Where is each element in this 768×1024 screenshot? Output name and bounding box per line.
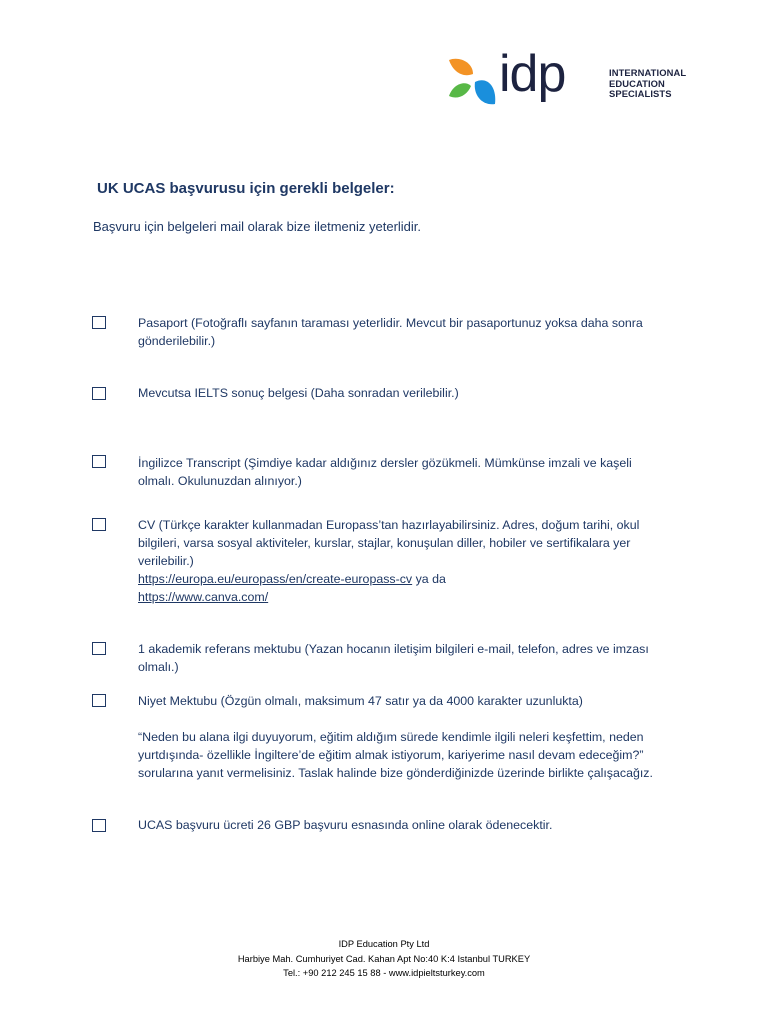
footer-contact: Tel.: +90 212 245 15 88 - www.idpieltsturkey.com xyxy=(283,968,485,978)
item-text xyxy=(138,640,678,676)
text-line: gönderilebilir.) xyxy=(138,334,216,348)
text-line: verilebilir.) xyxy=(138,554,194,568)
text-line: Mevcutsa IELTS sonuç belgesi (Daha sonradan verilebilir.) xyxy=(138,386,459,400)
item-text xyxy=(138,384,678,402)
checkbox[interactable] xyxy=(92,819,106,832)
tagline-line: SPECIALISTS xyxy=(609,88,672,99)
checkbox[interactable] xyxy=(92,642,106,655)
link-line xyxy=(138,588,678,606)
text-line: olmalı.) xyxy=(138,660,179,674)
text-line: olmalı. Okulunuzdan alınıyor.) xyxy=(138,474,302,488)
text-line: 1 akademik referans mektubu (Yazan hocanın iletişim bilgileri e-mail, telefon, adres ve imzası xyxy=(138,642,649,656)
checkbox[interactable] xyxy=(92,518,106,531)
item-text xyxy=(138,314,678,350)
text-line: “Neden bu alana ilgi duyuyorum, eğitim aldığım sürede kendimle ilgili neleri keşfettim, neden xyxy=(138,730,644,744)
checkbox[interactable] xyxy=(92,387,106,400)
link-joiner: ya da xyxy=(412,572,446,586)
text-line: sorularına yanıt vermelisiniz. Taslak halinde bize gönderdiğinizde üzerinde birlikte çalışacağız. xyxy=(138,766,653,780)
logo-wordmark: idp xyxy=(499,45,566,103)
text-line: CV (Türkçe karakter kullanmadan Europass’tan hazırlayabilirsiniz. Adres, doğum tarihi, okul xyxy=(138,518,640,532)
intro-text: Başvuru için belgeleri mail olarak bize iletmeniz yeterlidir. xyxy=(93,219,422,234)
item-text xyxy=(138,454,678,490)
tagline-line: INTERNATIONAL xyxy=(609,67,687,78)
link-line xyxy=(138,570,678,588)
item-text xyxy=(138,692,678,710)
logo-tagline xyxy=(609,68,709,100)
text-line: bilgileri, varsa sosyal aktiviteler, kurslar, stajlar, konuşulan diller, hobiler ve sertifikalara yer xyxy=(138,536,631,550)
checkbox[interactable] xyxy=(92,455,106,468)
item-text xyxy=(138,816,678,834)
idp-petals-icon xyxy=(447,56,499,108)
checkbox[interactable] xyxy=(92,694,106,707)
text-line: Pasaport (Fotoğraflı sayfanın taraması yeterlidir. Mevcut bir pasaportunuz yoksa daha sonra xyxy=(138,316,643,330)
footer xyxy=(0,937,768,981)
footer-company: IDP Education Pty Ltd xyxy=(338,939,430,949)
item-note xyxy=(138,728,678,782)
footer-address: Harbiye Mah. Cumhuriyet Cad. Kahan Apt No:40 K:4 Istanbul TURKEY xyxy=(237,953,531,964)
canva-link[interactable]: https://www.canva.com/ xyxy=(138,590,269,604)
text-line: İngilizce Transcript (Şimdiye kadar aldığınız dersler gözükmeli. Mümkünse imzali ve kaşeli xyxy=(138,456,632,470)
europass-link[interactable]: https://europa.eu/europass/en/create-europass-cv xyxy=(138,572,413,586)
text-line: Niyet Mektubu (Özgün olmalı, maksimum 47 satır ya da 4000 karakter uzunlukta) xyxy=(138,694,583,708)
item-text xyxy=(138,516,678,606)
tagline-line: EDUCATION xyxy=(609,77,665,89)
text-line: UCAS başvuru ücreti 26 GBP başvuru esnasında online olarak ödenecektir. xyxy=(138,818,553,832)
checkbox[interactable] xyxy=(92,316,106,329)
text-line: yurtdışında- özellikle İngiltere’de eğitim almak istiyorum, kariyerime nasıl devam edeceğim?” xyxy=(138,748,644,762)
page-title: UK UCAS başvurusu için gerekli belgeler: xyxy=(97,180,395,197)
idp-logo xyxy=(447,45,687,110)
